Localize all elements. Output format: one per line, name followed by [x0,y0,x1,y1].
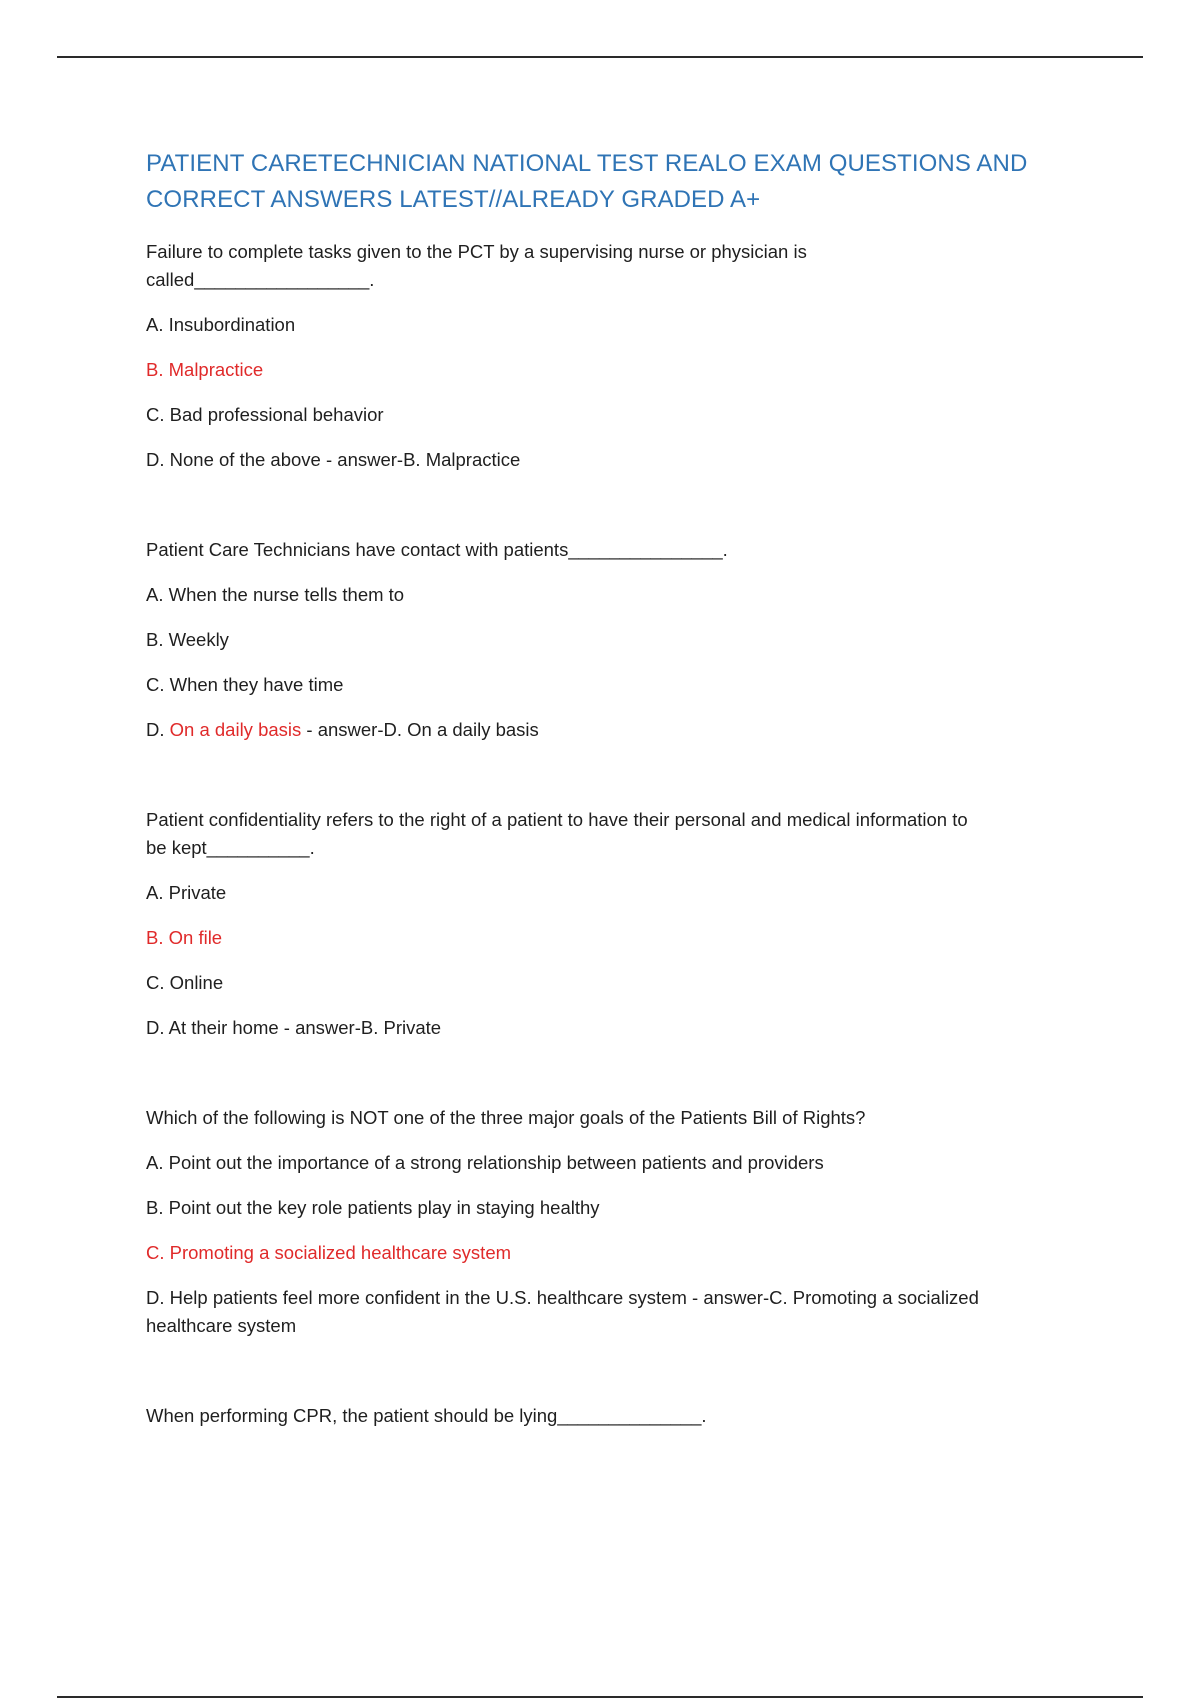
option-b-highlighted: B. Malpractice [146,359,264,380]
question-spacer [146,491,1086,536]
question-2 [146,536,1086,744]
option-d-with-answer [146,716,1086,744]
question-text [146,806,1086,862]
question-spacer [146,1357,1086,1402]
option-c: C. Bad professional behavior [146,404,384,425]
question-1 [146,238,1086,474]
question-4 [146,1104,1086,1340]
option-b-highlighted: B. On file [146,927,223,948]
question-text-line-1: Patient confidentiality refers to the right of a patient to have their personal and medical information to [146,809,968,830]
footer-rule [57,1696,1143,1698]
question-spacer [146,1059,1086,1104]
option-c: C. Online [146,972,224,993]
question-text-line-1: Failure to complete tasks given to the PCT by a supervising nurse or physician is [146,241,807,262]
option-d-with-answer: D. None of the above - answer-B. Malpractice [146,449,521,470]
document-page [146,146,1086,1447]
option-d-with-answer: D. At their home - answer-B. Private [146,1017,442,1038]
question-text [146,238,1086,294]
question-text: Which of the following is NOT one of the three major goals of the Patients Bill of Rights? [146,1107,866,1128]
question-text-line-2: be kept__________. [146,837,315,858]
title-line-1: PATIENT CARETECHNICIAN NATIONAL TEST REALO EXAM QUESTIONS AND [146,150,1028,177]
header-rule [57,56,1143,58]
option-d-highlighted: On a daily basis [169,719,302,740]
option-b: B. Point out the key role patients play in staying healthy [146,1197,600,1218]
question-3 [146,806,1086,1042]
option-d-answer: - answer-D. On a daily basis [301,719,539,740]
question-5 [146,1402,1086,1430]
option-d-line-1: D. Help patients feel more confident in the U.S. healthcare system - answer-C. Promoting a socialized [146,1287,979,1308]
question-text-line-2: called_________________. [146,269,375,290]
question-text: Patient Care Technicians have contact with patients_______________. [146,539,728,560]
option-a: A. Private [146,882,227,903]
title-line-2: CORRECT ANSWERS LATEST//ALREADY GRADED A+ [146,186,761,213]
option-d-prefix: D. [146,719,170,740]
document-title [146,146,1086,218]
option-d-line-2: healthcare system [146,1315,297,1336]
option-c-highlighted: C. Promoting a socialized healthcare system [146,1242,512,1263]
option-a: A. Insubordination [146,314,296,335]
question-spacer [146,761,1086,806]
option-b: B. Weekly [146,629,229,650]
option-a: A. Point out the importance of a strong relationship between patients and providers [146,1152,824,1173]
option-a: A. When the nurse tells them to [146,584,405,605]
option-c: C. When they have time [146,674,344,695]
option-d-with-answer [146,1284,1086,1340]
question-text: When performing CPR, the patient should be lying______________. [146,1405,707,1426]
